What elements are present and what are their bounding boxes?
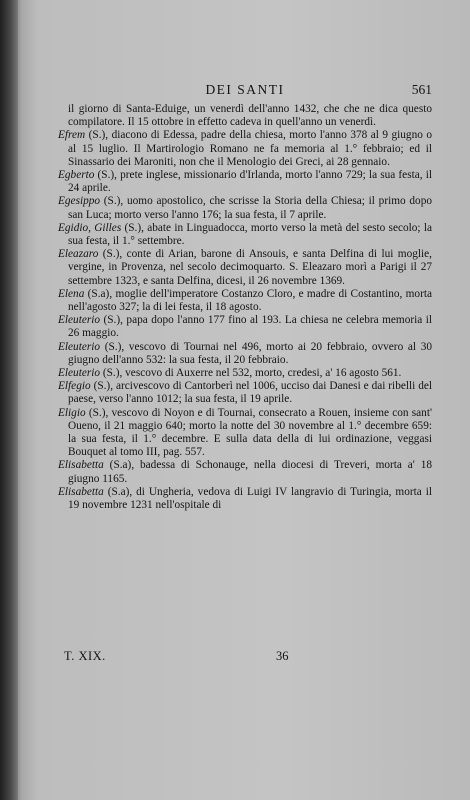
running-title: DEI SANTI xyxy=(205,82,285,97)
entry-text: (S.), vescovo di Tournai nel 496, morto ai 20 febbraio, ovvero al 30 giugno dell'anno 532: la sua festa, il 20 febbraio. xyxy=(68,340,432,366)
saint-name: Eligio xyxy=(58,406,86,419)
saint-entry xyxy=(58,380,432,406)
saint-entry xyxy=(58,248,432,288)
saint-entry xyxy=(58,367,432,380)
saint-entry xyxy=(58,459,432,485)
volume-mark: T. XIX. xyxy=(64,649,106,663)
saint-name: Eleuterio xyxy=(58,314,101,327)
saint-name: Elfegio xyxy=(58,380,91,393)
saint-entry xyxy=(58,407,432,460)
saint-entry xyxy=(58,486,432,512)
text-body xyxy=(58,103,432,512)
saint-name: Eleuterio xyxy=(58,340,101,353)
entry-text: (S.), papa dopo l'anno 177 fino al 193. La chiesa ne celebra memoria il 26 maggio. xyxy=(68,314,432,340)
entry-text: (S.), arcivescovo di Cantorberì nel 1006, ucciso dai Danesi e dai ribelli del paese, verso l'anno 1012; la sua festa, il 19 aprile. xyxy=(68,380,432,406)
saint-name: Efrem xyxy=(58,129,86,142)
entry-text: (S.), prete inglese, missionario d'Irlanda, morto l'anno 729; la sua festa, il 24 aprile. xyxy=(68,169,432,195)
page-header xyxy=(58,82,432,102)
saint-name: Elena xyxy=(58,287,85,300)
entry-text: (S.a), di Ungheria, vedova di Luigi IV langravio di Turingia, morta il 19 novembre 1231 nell'ospitale di xyxy=(68,485,432,512)
saint-entry xyxy=(58,195,432,221)
saint-name: Eleazaro xyxy=(58,248,99,261)
saint-name: Eleuterio xyxy=(58,367,101,380)
entry-text: il giorno di Santa-Eduige, un venerdì dell'anno 1432, che che ne dica questo compilatore. Il 15 ottobre in effetto cadeva in quell'anno un venerdì. xyxy=(68,103,432,129)
saint-entry xyxy=(58,288,432,314)
saint-entry xyxy=(58,314,432,340)
entry-text: (S.a), badessa di Schonauge, nella diocesi di Treveri, morta a' 18 giugno 1165. xyxy=(68,459,432,485)
saint-entry xyxy=(58,341,432,367)
saint-name: Egesippo xyxy=(58,195,101,208)
page-binding-edge xyxy=(0,0,18,800)
page-footer xyxy=(64,649,420,665)
entry-text: (S.), vescovo di Auxerre nel 532, morto, credesi, a' 16 agosto 561. xyxy=(100,367,402,380)
saint-name: Elisabetta xyxy=(58,459,104,472)
saint-entry xyxy=(58,103,432,129)
saint-entry xyxy=(58,169,432,195)
entry-text: (S.), uomo apostolico, che scrisse la Storia della Chiesa; il primo dopo san Luca; morto verso l'anno 176; la sua festa, il 7 aprile. xyxy=(68,195,432,221)
signature-mark: 36 xyxy=(276,649,289,663)
entry-text: (S.), conte di Arian, barone di Ansouis, e santa Delfina di lui moglie, vergine, in Provenza, nel secolo decimoquarto. S. Eleazaro morì a Parigi il 27 settembre 1323, e santa Delfina, dicesi, il 26 novembre 1369. xyxy=(68,248,432,287)
entry-text: (S.), abate in Linguadocca, morto verso la metà del sesto secolo; la sua festa, il 1.° settembre. xyxy=(68,221,432,248)
entry-text: (S.), diacono di Edessa, padre della chiesa, morto l'anno 378 al 9 giugno o al 15 luglio. Il Martirologio Romano ne fa memoria al 1.° febbraio; ed il Sinassario dei Maroniti, non che il Menologio dei Greci, ai 28 gennaio. xyxy=(68,129,432,168)
saint-name: Elisabetta xyxy=(58,485,104,498)
entry-text: (S.), vescovo di Noyon e di Tournai, consecrato a Rouen, insieme con sant' Oueno, il 21 maggio 640; morto la notte del 30 novembre al 1.° decembre 659: la sua festa, il 1.° decembre. E sulla data della di lui ordinazione, veggasi Bouquet al tomo III, pag. 557. xyxy=(68,406,432,459)
saint-name: Egberto xyxy=(58,169,95,182)
entry-text: (S.a), moglie dell'imperatore Costanzo Cloro, e madre di Costantino, morta nell'agosto 327; la di lei festa, il 18 agosto. xyxy=(68,287,432,314)
saint-entry xyxy=(58,129,432,169)
saint-name: Egidio, Gilles xyxy=(58,221,122,234)
page-number: 561 xyxy=(411,82,432,97)
saint-entry xyxy=(58,222,432,248)
